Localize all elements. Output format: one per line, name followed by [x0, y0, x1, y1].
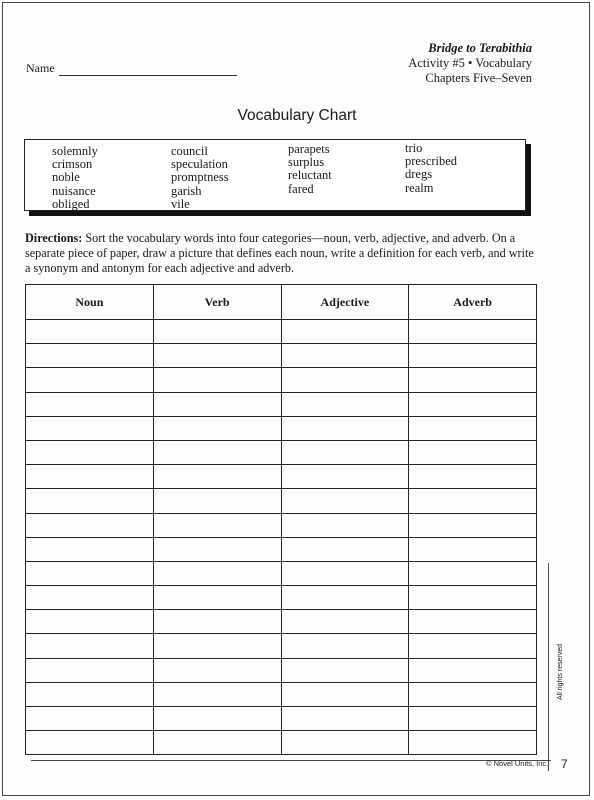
- table-row: [26, 465, 537, 489]
- vocab-word: realm: [405, 180, 434, 195]
- answer-cell[interactable]: [281, 561, 409, 585]
- answer-cell[interactable]: [281, 489, 409, 513]
- vocab-word: fared: [288, 181, 314, 196]
- vocab-word: parapets: [288, 142, 330, 156]
- answer-cell[interactable]: [153, 513, 281, 537]
- answer-cell[interactable]: [281, 392, 409, 416]
- answer-cell[interactable]: [26, 658, 154, 682]
- vocab-word: nuisance: [52, 183, 96, 198]
- vocab-word: surplus: [288, 155, 325, 170]
- vocab-column-2: [171, 145, 229, 211]
- vocab-column-3: [288, 143, 332, 196]
- answer-cell[interactable]: [409, 465, 537, 489]
- answer-cell[interactable]: [409, 731, 537, 755]
- table-row: [26, 634, 537, 658]
- answer-cell[interactable]: [409, 610, 537, 634]
- rights-divider: [548, 563, 549, 753]
- answer-cell[interactable]: [153, 489, 281, 513]
- answer-cell[interactable]: [281, 682, 409, 706]
- answer-cell[interactable]: [153, 682, 281, 706]
- answer-cell[interactable]: [281, 465, 409, 489]
- answer-cell[interactable]: [153, 586, 281, 610]
- table-row: [26, 537, 537, 561]
- answer-cell[interactable]: [409, 489, 537, 513]
- vocab-word: obliged: [52, 196, 90, 211]
- table-row: [26, 561, 537, 585]
- answer-cell[interactable]: [409, 561, 537, 585]
- answer-cell[interactable]: [409, 344, 537, 368]
- answer-cell[interactable]: [409, 440, 537, 464]
- answer-cell[interactable]: [153, 610, 281, 634]
- vocabulary-sort-table: [25, 284, 537, 755]
- page-number: 7: [561, 757, 568, 771]
- table-row: [26, 731, 537, 755]
- book-title: Bridge to Terabithia: [428, 41, 532, 55]
- answer-cell[interactable]: [409, 682, 537, 706]
- answer-cell[interactable]: [26, 731, 154, 755]
- answer-cell[interactable]: [26, 634, 154, 658]
- vocab-word: prescribed: [405, 154, 458, 169]
- answer-cell[interactable]: [26, 610, 154, 634]
- vocab-word: reluctant: [288, 168, 332, 183]
- column-header-noun: Noun: [26, 285, 154, 320]
- name-line: [59, 63, 237, 76]
- table-row: [26, 392, 537, 416]
- answer-cell[interactable]: [409, 537, 537, 561]
- answer-cell[interactable]: [26, 368, 154, 392]
- table-row: [26, 440, 537, 464]
- answer-cell[interactable]: [26, 707, 154, 731]
- column-header-adverb: Adverb: [409, 285, 537, 320]
- name-field: [26, 61, 237, 76]
- answer-cell[interactable]: [26, 344, 154, 368]
- answer-cell[interactable]: [409, 513, 537, 537]
- answer-cell[interactable]: [153, 368, 281, 392]
- column-header-verb: Verb: [153, 285, 281, 320]
- table-row: [26, 344, 537, 368]
- answer-cell[interactable]: [153, 707, 281, 731]
- answer-cell[interactable]: [153, 658, 281, 682]
- answer-cell[interactable]: [281, 513, 409, 537]
- answer-cell[interactable]: [153, 416, 281, 440]
- answer-cell[interactable]: [409, 320, 537, 344]
- vocab-column-1: [52, 145, 98, 211]
- directions-text: Sort the vocabulary words into four categories—noun, verb, adjective, and adverb. On a separate piece of paper, draw a picture that defines each noun, write a definition for each verb, and write a synonym and antonym for each adjective and adverb.: [25, 231, 534, 275]
- answer-cell[interactable]: [281, 658, 409, 682]
- vocab-word: trio: [405, 141, 423, 155]
- answer-cell[interactable]: [281, 610, 409, 634]
- table-row: [26, 489, 537, 513]
- answer-cell[interactable]: [281, 320, 409, 344]
- answer-cell[interactable]: [153, 731, 281, 755]
- table-header-row: [26, 285, 537, 320]
- answer-cell[interactable]: [26, 537, 154, 561]
- answer-cell[interactable]: [26, 489, 154, 513]
- rights-notice: All rights reserved: [557, 643, 564, 700]
- answer-cell[interactable]: [26, 416, 154, 440]
- answer-cell[interactable]: [26, 561, 154, 585]
- footer-rule: [31, 760, 551, 761]
- vocab-word: dregs: [405, 167, 433, 182]
- answer-cell[interactable]: [281, 368, 409, 392]
- answer-cell[interactable]: [409, 634, 537, 658]
- page-title: Vocabulary Chart: [237, 107, 357, 124]
- vocab-word: council: [171, 144, 208, 158]
- answer-cell[interactable]: [153, 440, 281, 464]
- answer-cell[interactable]: [26, 320, 154, 344]
- table-row: [26, 658, 537, 682]
- answer-cell[interactable]: [153, 465, 281, 489]
- answer-cell[interactable]: [281, 634, 409, 658]
- table-body: [26, 320, 537, 755]
- vocab-column-4: [405, 142, 457, 195]
- vocab-word: promptness: [171, 170, 229, 185]
- answer-cell[interactable]: [26, 440, 154, 464]
- vocab-word: crimson: [52, 157, 93, 172]
- table-row: [26, 586, 537, 610]
- answer-cell[interactable]: [281, 344, 409, 368]
- vocab-word: vile: [171, 196, 190, 211]
- table-row: [26, 610, 537, 634]
- answer-cell[interactable]: [26, 682, 154, 706]
- vocab-word: solemnly: [52, 144, 98, 158]
- table-row: [26, 320, 537, 344]
- table-row: [26, 513, 537, 537]
- header-info: [408, 41, 532, 86]
- answer-cell[interactable]: [153, 344, 281, 368]
- vocabulary-box: [24, 139, 526, 211]
- answer-cell[interactable]: [281, 731, 409, 755]
- column-header-adjective: Adjective: [281, 285, 409, 320]
- answer-cell[interactable]: [153, 634, 281, 658]
- copyright: © Novel Units, Inc.: [486, 759, 549, 768]
- activity-label: Activity #5 • Vocabulary: [408, 56, 532, 70]
- answer-cell[interactable]: [409, 658, 537, 682]
- answer-cell[interactable]: [26, 586, 154, 610]
- answer-cell[interactable]: [153, 561, 281, 585]
- answer-cell[interactable]: [409, 586, 537, 610]
- answer-cell[interactable]: [26, 392, 154, 416]
- table-row: [26, 368, 537, 392]
- answer-cell[interactable]: [26, 465, 154, 489]
- answer-cell[interactable]: [153, 320, 281, 344]
- answer-cell[interactable]: [281, 586, 409, 610]
- answer-cell[interactable]: [281, 416, 409, 440]
- vocab-word: speculation: [171, 157, 228, 172]
- answer-cell[interactable]: [409, 707, 537, 731]
- table-row: [26, 707, 537, 731]
- answer-cell[interactable]: [153, 392, 281, 416]
- answer-cell[interactable]: [26, 513, 154, 537]
- table-row: [26, 416, 537, 440]
- directions: [25, 231, 537, 276]
- directions-label: Directions:: [25, 231, 83, 245]
- answer-cell[interactable]: [281, 537, 409, 561]
- answer-cell[interactable]: [281, 707, 409, 731]
- vocab-word: noble: [52, 170, 80, 185]
- answer-cell[interactable]: [409, 392, 537, 416]
- answer-cell[interactable]: [281, 440, 409, 464]
- answer-cell[interactable]: [153, 537, 281, 561]
- answer-cell[interactable]: [409, 416, 537, 440]
- vocab-word: garish: [171, 183, 202, 198]
- answer-cell[interactable]: [409, 368, 537, 392]
- chapters-label: Chapters Five–Seven: [425, 71, 532, 85]
- name-label: Name: [26, 61, 55, 75]
- table-row: [26, 682, 537, 706]
